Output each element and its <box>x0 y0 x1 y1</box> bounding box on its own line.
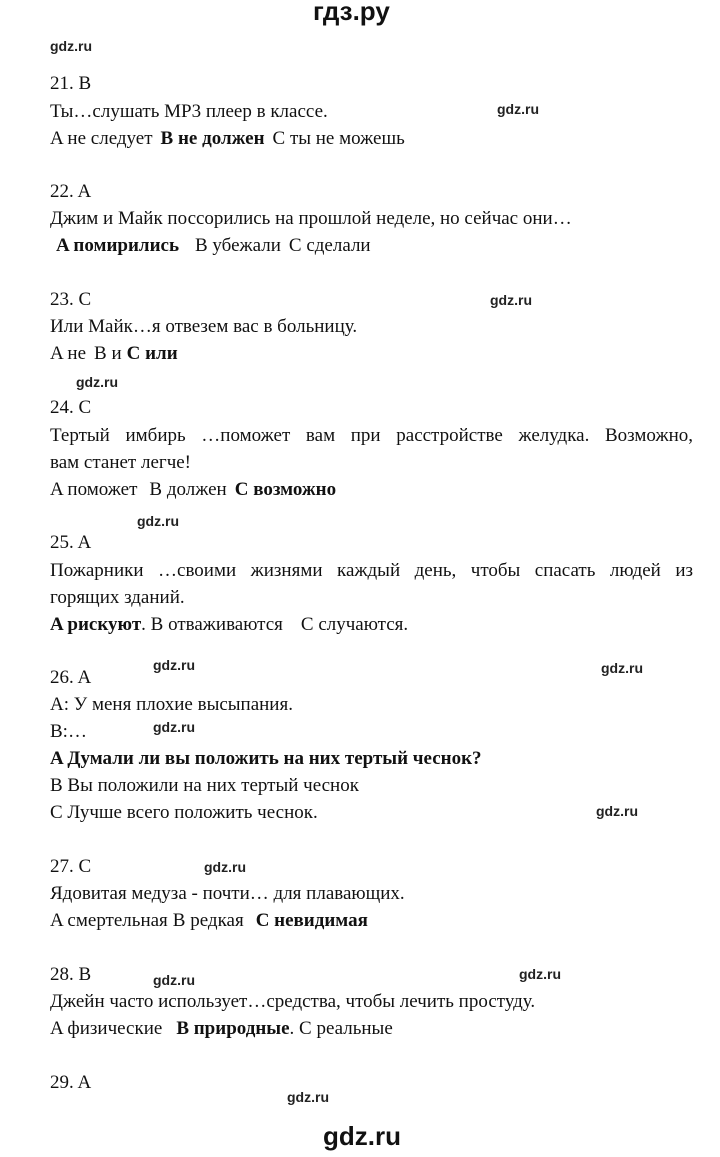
q25-option-b: . B отваживаются <box>141 614 283 635</box>
q24-option-a: A поможет <box>50 479 138 500</box>
q25-number: 25. A <box>50 532 92 553</box>
q27-number: 27. C <box>50 856 92 877</box>
q28-option-a: A физические <box>50 1018 163 1039</box>
q28-option-c: . C реальные <box>289 1018 393 1039</box>
q25-question-line1: Пожарники …своими жизнями каждый день, чтобы спасать людей из <box>50 560 693 581</box>
q24-options <box>50 478 336 502</box>
watermark: gdz.ru <box>204 859 246 875</box>
q27-option-b: B редкая <box>172 910 244 931</box>
watermark: gdz.ru <box>497 101 539 117</box>
q25-question-line2: горящих зданий. <box>50 587 185 608</box>
q28-option-b-correct: B природные <box>176 1018 290 1039</box>
watermark: gdz.ru <box>137 513 179 529</box>
q24-number: 24. C <box>50 397 92 418</box>
q25-options <box>50 613 408 637</box>
q22-question: Джим и Майк поссорились на прошлой неделе, но сейчас они… <box>50 208 572 229</box>
q27-option-a: A смертельная <box>50 910 168 931</box>
watermark: gdz.ru <box>153 657 195 673</box>
q21-option-b-correct: B не должен <box>160 128 265 149</box>
q24-option-c-correct: C возможно <box>234 479 337 500</box>
watermark: gdz.ru <box>287 1089 329 1105</box>
q21-options <box>50 127 405 151</box>
q26-option-a-correct: A Думали ли вы положить на них тертый чеснок? <box>50 748 482 769</box>
q26-option-c: C Лучше всего положить чеснок. <box>50 802 318 823</box>
q26-line-b: B:… <box>50 721 87 742</box>
watermark: gdz.ru <box>596 803 638 819</box>
q27-options <box>50 909 368 933</box>
q26-number: 26. A <box>50 667 92 688</box>
watermark: gdz.ru <box>76 374 118 390</box>
watermark: gdz.ru <box>153 972 195 988</box>
q28-number: 28. B <box>50 964 92 985</box>
q21-question: Ты…слушать MP3 плеер в классе. <box>50 101 328 122</box>
q22-option-b: B убежали <box>195 235 281 256</box>
q27-question: Ядовитая медуза - почти… для плавающих. <box>50 883 405 904</box>
watermark: gdz.ru <box>601 660 643 676</box>
q22-option-c: C сделали <box>288 235 371 256</box>
q23-option-a: A не <box>50 343 87 364</box>
q23-option-b: B и <box>94 343 122 364</box>
q22-option-a-correct: A помирились <box>56 235 179 256</box>
watermark: gdz.ru <box>490 292 532 308</box>
q23-option-c-correct: C или <box>126 343 178 364</box>
q26-line-a: A: У меня плохие высыпания. <box>50 694 293 715</box>
q21-number: 21. B <box>50 73 92 94</box>
q23-options <box>50 342 178 366</box>
q24-option-b: B должен <box>149 479 227 500</box>
q25-option-c: C случаются. <box>300 614 409 635</box>
q28-question: Джейн часто использует…средства, чтобы лечить простуду. <box>50 991 536 1012</box>
q29-number: 29. A <box>50 1072 92 1093</box>
q21-option-a: A не следует <box>50 128 153 149</box>
q21-option-c: C ты не можешь <box>272 128 405 149</box>
q24-question-line1: Тертый имбирь …поможет вам при расстройстве желудка. Возможно, <box>50 425 693 446</box>
q28-options <box>50 1017 393 1041</box>
q25-option-a-correct: A рискуют <box>50 614 142 635</box>
q27-option-c-correct: C невидимая <box>255 910 368 931</box>
site-footer-watermark: gdz.ru <box>323 1121 401 1151</box>
q26-option-b: B Вы положили на них тертый чеснок <box>50 775 359 796</box>
q22-options <box>56 234 371 258</box>
watermark: gdz.ru <box>153 719 195 735</box>
watermark: gdz.ru <box>519 966 561 982</box>
q23-number: 23. C <box>50 289 92 310</box>
site-header-title: гдз.ру <box>313 0 390 26</box>
q22-number: 22. A <box>50 181 92 202</box>
q24-question-line2: вам станет легче! <box>50 452 192 473</box>
header-watermark: gdz.ru <box>50 38 92 54</box>
q23-question: Или Майк…я отвезем вас в больницу. <box>50 316 358 337</box>
